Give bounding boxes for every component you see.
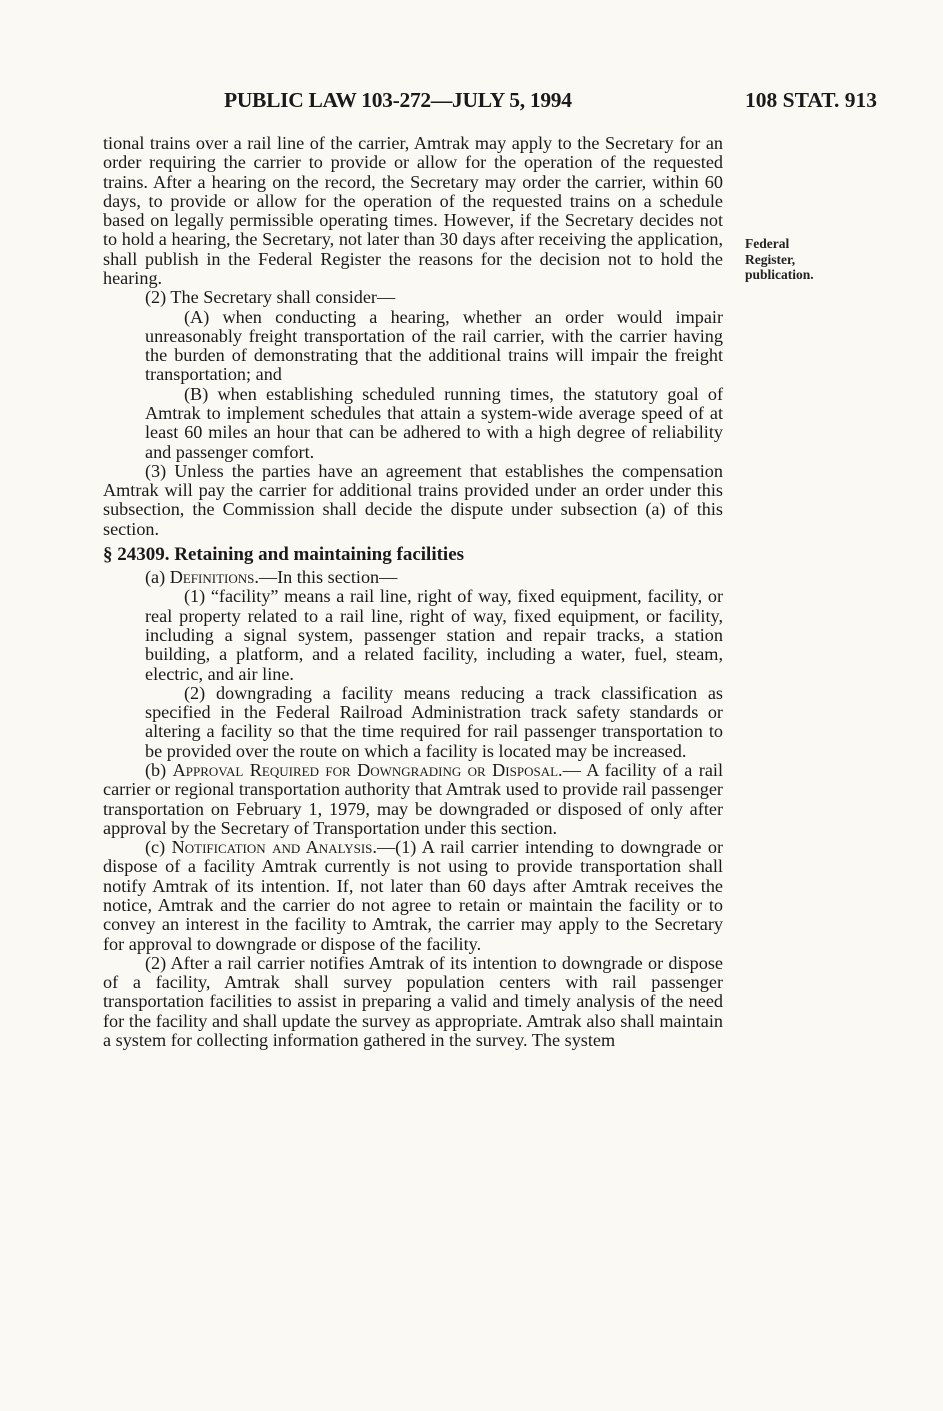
subsection-c-heading: Notification and Analysis. bbox=[171, 837, 377, 858]
body-text bbox=[103, 134, 723, 1050]
subsection-c bbox=[103, 838, 723, 954]
paragraph-3: (3) Unless the parties have an agreement that establishes the compensation Amtrak will pay the carrier for additional trains provided under an order under this subsection, the Commission shall decide the dispute under subsection (a) of this section. bbox=[103, 460, 723, 539]
subsection-c-rest: —(1) A rail carrier intending to downgrade or dispose of a facility Amtrak currently is not using to provide transportation shall notify Amtrak of its intention. If, not later than 60 days after Amtrak receives the notice, Amtrak and the carrier do not agree to retain or maintain the facility or to convey an interest in the facility to Amtrak, the carrier may apply to the Secretary for approval to downgrade or dispose of the facility. bbox=[103, 837, 724, 954]
subsection-a bbox=[103, 568, 723, 587]
page-title: PUBLIC LAW 103-272—JULY 5, 1994 bbox=[224, 88, 572, 112]
subsection-a-lead: (a) bbox=[145, 567, 166, 588]
section-heading: § 24309. Retaining and maintaining facilities bbox=[103, 543, 465, 565]
paragraph-intro: tional trains over a rail line of the carrier, Amtrak may apply to the Secretary for an order requiring the carrier to provide or allow for the operation of the requested trains. After a hearing on the record, the Secretary may order the carrier, within 60 days, to provide or allow for the operation of the requested trains on a schedule based on legally permissible operating times. However, if the Secretary decides not to hold a hearing, the Secretary, not later than 30 days after receiving the application, shall publish in the Federal Register the reasons for the decision not to hold the hearing. bbox=[103, 133, 723, 288]
margin-note-line: Register, bbox=[745, 251, 796, 267]
subsection-a-heading: Definitions. bbox=[169, 567, 259, 588]
subsection-b-rest: — A facility of a rail carrier or regional transportation authority that Amtrak used to provide rail passenger transportation on February 1, 1979, may be downgraded or disposed of only after approval by the Secretary of Transportation under this section. bbox=[103, 760, 724, 838]
subsection-a-rest: —In this section— bbox=[258, 567, 398, 588]
statute-citation: 108 STAT. 913 bbox=[745, 88, 878, 112]
subsection-c-lead: (c) bbox=[145, 837, 166, 858]
subsection-b-heading: Approval Required for Downgrading or Disposal. bbox=[172, 760, 563, 780]
margin-note-line: publication. bbox=[745, 267, 814, 282]
paragraph-a1: (1) “facility” means a rail line, right of way, fixed equipment, facility, or real property related to a rail line, right of way, fixed equipment, or facility, including a signal system, passenger station and repair tracks, a station building, a platform, and a related facility, including a water, fuel, steam, electric, and air line. bbox=[145, 586, 723, 684]
page-header bbox=[0, 88, 943, 114]
paragraph-2: (2) The Secretary shall consider— bbox=[145, 287, 396, 308]
paragraph-a2: (2) downgrading a facility means reducing a track classification as specified in the Federal Railroad Administration track safety standards or altering a facility so that the time required for rail passenger transportation to be provided over the route on which a facility is located may be increased. bbox=[145, 682, 723, 761]
subsection-b bbox=[103, 761, 723, 838]
paragraph-c2: (2) After a rail carrier notifies Amtrak of its intention to downgrade or dispose of a facility, Amtrak shall survey population centers with rail passenger transportation facilities to assist in preparing a valid and timely analysis of the need for the facility and shall update the survey as appropriate. Amtrak also shall maintain a system for collecting information gathered in the survey. The system bbox=[103, 952, 723, 1050]
paragraph-2a: (A) when conducting a hearing, whether an order would impair unreasonably freight transportation of the rail carrier, with the carrier having the burden of demonstrating that the additional trains will impair the freight transportation; and bbox=[145, 306, 723, 385]
subsection-b-lead: (b) bbox=[145, 760, 167, 780]
margin-note-line: Federal bbox=[745, 236, 790, 251]
margin-note bbox=[745, 236, 855, 283]
paragraph-2b: (B) when establishing scheduled running times, the statutory goal of Amtrak to implement schedules that attain a system-wide average speed of at least 60 miles an hour that can be adhered to with a high degree of reliability and passenger comfort. bbox=[145, 383, 723, 462]
